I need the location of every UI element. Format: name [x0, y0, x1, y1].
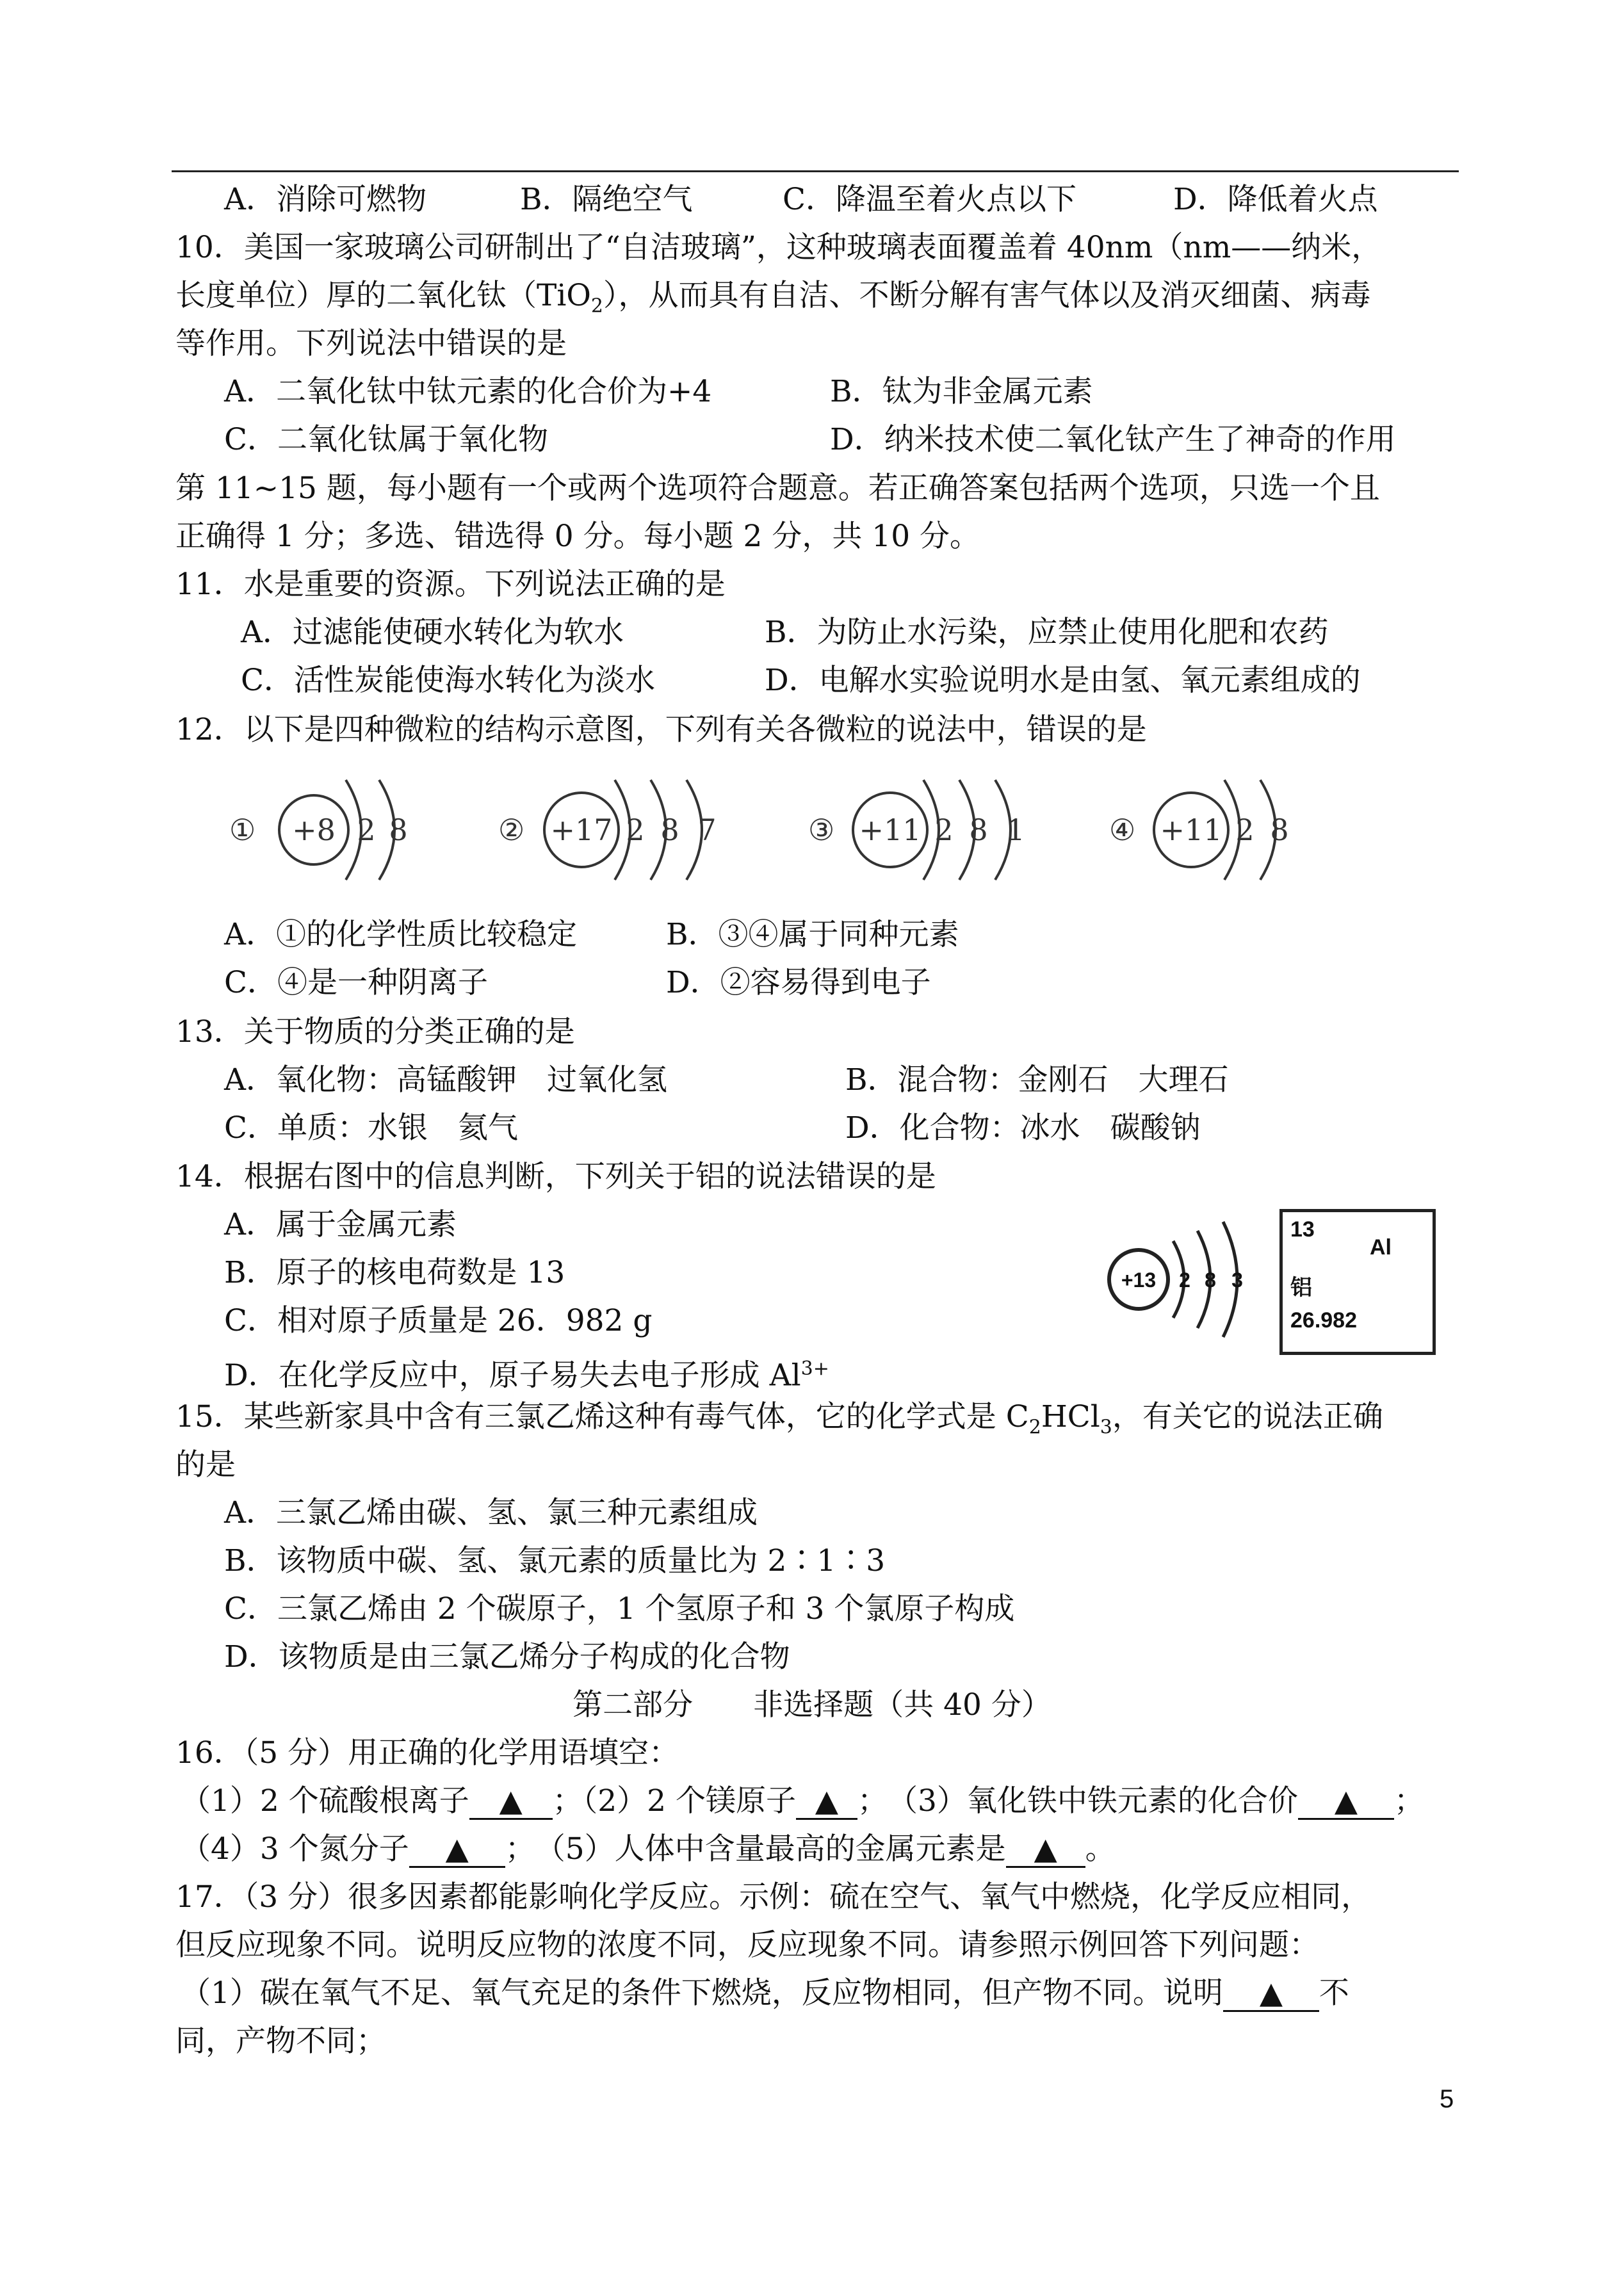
- q16-line2: [181, 1830, 1116, 1869]
- aluminum-element-card: [1279, 1209, 1436, 1355]
- q14-option-d-charge: 3+: [800, 1358, 829, 1380]
- q15-option-d: D．该物质是由三氯乙烯分子构成的化合物: [224, 1639, 790, 1675]
- q16-item3: ； （3）氧化铁中铁元素的化合价: [857, 1783, 1298, 1819]
- diagram-2-nucleus: +17: [550, 813, 613, 847]
- q10-option-b: B．钛为非金属元素: [830, 374, 1093, 409]
- aluminum-atom-diagram: [1101, 1215, 1274, 1343]
- element-number: 13: [1290, 1217, 1315, 1242]
- q15-option-c: C．三氯乙烯由 2 个碳原子，1 个氢原子和 3 个氯原子构成: [224, 1591, 1015, 1626]
- q16-item4: （4）3 个氮分子: [181, 1831, 409, 1867]
- q13-option-c: C．单质：水银 氦气: [224, 1110, 518, 1146]
- q14-stem: 14．根据右图中的信息判断，下列关于铝的说法错误的是: [175, 1159, 936, 1194]
- atom-diagram-2: [498, 780, 717, 880]
- q10-stem-line1: 10．美国一家玻璃公司研制出了“自洁玻璃”，这种玻璃表面覆盖着 40nm（nm——纳米，: [175, 230, 1382, 265]
- instructions-line2: 正确得 1 分；多选、错选得 0 分。每小题 2 分，共 10 分。: [175, 519, 980, 554]
- q11-option-a: A．过滤能使硬水转化为软水: [241, 615, 624, 650]
- diagram-1-shell-1: 2: [357, 813, 376, 847]
- diagram-4-shell-2: 8: [1270, 813, 1289, 847]
- q13-option-a: A．氧化物：高锰酸钾 过氧化氢: [224, 1062, 667, 1098]
- q11-option-d: D．电解水实验说明水是由氢、氧元素组成的: [765, 663, 1361, 698]
- q10-stem-line2: [175, 277, 1371, 325]
- q17-line4: 同，产物不同；: [175, 2023, 386, 2059]
- q10-line2-post: ），从而具有自洁、不断分解有害气体以及消灭细菌、病毒: [603, 278, 1371, 313]
- q12-stem: 12．以下是四种微粒的结构示意图，下列有关各微粒的说法中，错误的是: [175, 712, 1147, 747]
- q16-line2-end: 。: [1085, 1831, 1116, 1867]
- q16-blank-1[interactable]: ▲: [469, 1785, 553, 1820]
- q13-stem: 13．关于物质的分类正确的是: [175, 1014, 575, 1050]
- diagram-2-shell-2: 8: [660, 813, 679, 847]
- diagram-3-label: ③: [808, 813, 835, 847]
- q12-option-d: D．②容易得到电子: [666, 965, 931, 1000]
- header-rule: [172, 170, 1459, 172]
- q17-line3-post: 不: [1319, 1975, 1349, 2011]
- q17-line1: 17．（3 分）很多因素都能影响化学反应。示例：硫在空气、氧气中燃烧，化学反应相同，: [175, 1879, 1372, 1915]
- q14-option-c: C．相对原子质量是 26．982 g: [224, 1303, 653, 1338]
- diagram-3-nucleus: +11: [859, 813, 922, 847]
- diagram-1-nucleus: +8: [292, 813, 336, 847]
- q15-line1-mid: HCl: [1041, 1399, 1100, 1434]
- q16-blank-5[interactable]: ▲: [1006, 1833, 1085, 1868]
- q17-line2: 但反应现象不同。说明反应物的浓度不同，反应现象不同。请参照示例回答下列问题：: [175, 1927, 1319, 1963]
- atom-diagram-4: [1109, 780, 1289, 880]
- diagram-4-label: ④: [1109, 813, 1136, 847]
- atom-diagram-3: [808, 780, 1025, 880]
- q15-stem-line1: [175, 1398, 1383, 1447]
- q9-option-b: B．隔绝空气: [520, 182, 693, 217]
- q16-line1-end: ；: [1393, 1783, 1424, 1819]
- al-shell-3: 3: [1231, 1269, 1243, 1292]
- q17-line3-pre: （1）碳在氧气不足、氧气充足的条件下燃烧，反应物相同，但产物不同。说明: [181, 1975, 1223, 2011]
- q9-option-d: D．降低着火点: [1173, 182, 1378, 217]
- q14-option-a: A．属于金属元素: [224, 1207, 457, 1242]
- q14-option-d-text: D．在化学反应中，原子易失去电子形成 Al: [224, 1358, 801, 1393]
- q16-blank-4[interactable]: ▲: [409, 1833, 505, 1868]
- q17-blank-1[interactable]: ▲: [1223, 1977, 1319, 2012]
- q17-line3: [181, 1974, 1349, 2013]
- atom-diagram-1: [229, 780, 408, 880]
- q15-line1-pre: 15．某些新家具中含有三氯乙烯这种有毒气体，它的化学式是 C: [175, 1399, 1029, 1434]
- q15-line1-sub2: 3: [1100, 1416, 1112, 1439]
- q10-stem-line3: 等作用。下列说法中错误的是: [175, 326, 567, 361]
- diagram-3-shell-1: 2: [934, 813, 954, 847]
- q9-option-c: C．降温至着火点以下: [783, 182, 1076, 217]
- q16-item5: ； （5）人体中含量最高的金属元素是: [505, 1831, 1006, 1867]
- q13-option-b: B．混合物：金刚石 大理石: [845, 1062, 1229, 1098]
- q15-line1-post: ，有关它的说法正确: [1112, 1399, 1383, 1434]
- q16-blank-3[interactable]: ▲: [1298, 1785, 1394, 1820]
- diagram-1-shell-2: 8: [389, 813, 408, 847]
- q10-option-d: D．纳米技术使二氧化钛产生了神奇的作用: [830, 422, 1396, 457]
- q15-option-a: A．三氯乙烯由碳、氢、氯三种元素组成: [224, 1495, 758, 1530]
- q13-option-d: D．化合物：冰水 碳酸钠: [845, 1110, 1201, 1146]
- diagram-1-label: ①: [229, 813, 256, 847]
- q11-stem: 11．水是重要的资源。下列说法正确的是: [175, 567, 726, 602]
- q12-option-c: C．④是一种阴离子: [224, 965, 488, 1000]
- q16-item1: （1）2 个硫酸根离子: [181, 1783, 469, 1819]
- q16-item2: ；（2）2 个镁原子: [552, 1783, 796, 1819]
- q15-stem-line2: 的是: [175, 1447, 236, 1482]
- q12-structure-diagrams: [218, 766, 1306, 894]
- al-shell-2: 8: [1205, 1269, 1216, 1292]
- q14-option-b: B．原子的核电荷数是 13: [224, 1255, 565, 1290]
- q15-line1-sub1: 2: [1028, 1416, 1041, 1439]
- diagram-2-shell-3: 7: [697, 813, 717, 847]
- diagram-4-shell-1: 2: [1235, 813, 1255, 847]
- diagram-2-shell-1: 2: [626, 813, 645, 847]
- al-nucleus: +13: [1121, 1269, 1157, 1292]
- instructions-line1: 第 11~15 题，每小题有一个或两个选项符合题意。若正确答案包括两个选项，只选一个且: [175, 471, 1380, 506]
- q12-option-a: A．①的化学性质比较稳定: [224, 917, 577, 952]
- q10-line2-sub: 2: [590, 295, 604, 318]
- q14-option-d: [224, 1350, 829, 1395]
- element-name: 铝: [1290, 1276, 1312, 1300]
- q16-blank-2[interactable]: ▲: [796, 1785, 857, 1820]
- diagram-3-shell-2: 8: [969, 813, 988, 847]
- q16-stem: 16．（5 分）用正确的化学用语填空：: [175, 1735, 679, 1771]
- q9-option-a: A．消除可燃物: [224, 182, 426, 217]
- q11-option-c: C．活性炭能使海水转化为淡水: [241, 663, 655, 698]
- diagram-2-label: ②: [498, 813, 525, 847]
- q10-option-c: C．二氧化钛属于氧化物: [224, 422, 548, 457]
- diagram-3-shell-3: 1: [1006, 813, 1025, 847]
- q15-option-b: B．该物质中碳、氢、氯元素的质量比为 2∶1∶3: [224, 1543, 886, 1578]
- q16-line1: [181, 1782, 1424, 1821]
- q12-option-b: B．③④属于同种元素: [666, 917, 959, 952]
- part2-title: 第二部分 非选择题（共 40 分）: [572, 1687, 1052, 1723]
- element-mass: 26.982: [1290, 1308, 1357, 1333]
- diagram-4-nucleus: +11: [1160, 813, 1222, 847]
- page-number: 5: [1440, 2085, 1454, 2113]
- q10-line2-pre: 长度单位）厚的二氧化钛（TiO: [175, 278, 591, 313]
- q10-option-a: A．二氧化钛中钛元素的化合价为+4: [224, 374, 712, 409]
- element-symbol: Al: [1370, 1235, 1392, 1260]
- q11-option-b: B．为防止水污染，应禁止使用化肥和农药: [765, 615, 1329, 650]
- al-shell-1: 2: [1179, 1269, 1190, 1292]
